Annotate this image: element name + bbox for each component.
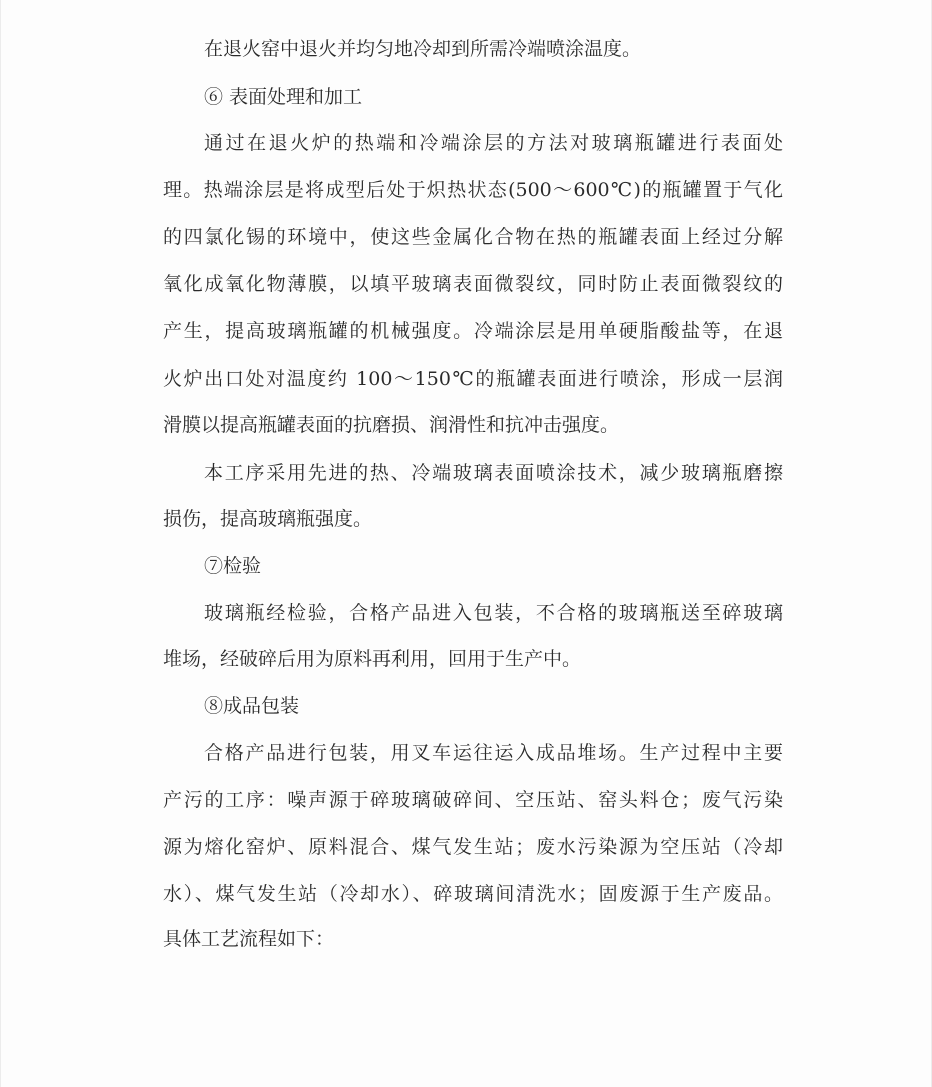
text-line: 产生，提高玻璃瓶罐的机械强度。冷端涂层是用单硬脂酸盐等，在退 [163, 320, 783, 342]
text-line: 玻璃瓶经检验，合格产品进入包装，不合格的玻璃瓶送至碎玻璃 [204, 602, 783, 624]
section-heading-packaging: ⑧成品包装 [204, 695, 300, 717]
text-line: 水）、煤气发生站（冷却水）、碎玻璃间清洗水；固废源于生产废品。 [163, 883, 783, 905]
text-line: 氧化成氧化物薄膜，以填平玻璃表面微裂纹，同时防止表面微裂纹的 [163, 273, 783, 295]
text-line: 产污的工序：噪声源于碎玻璃破碎间、空压站、窑头料仓；废气污染 [163, 789, 783, 811]
text-line: 滑膜以提高瓶罐表面的抗磨损、润滑性和抗冲击强度。 [163, 414, 620, 436]
text-line: 理。热端涂层是将成型后处于炽热状态(500～600℃)的瓶罐置于气化 [163, 179, 783, 201]
text-line: 具体工艺流程如下： [163, 928, 335, 950]
section-heading-surface-treatment: ⑥ 表面处理和加工 [204, 86, 363, 108]
text-line: 损伤，提高玻璃瓶强度。 [163, 508, 373, 530]
text-line: 堆场，经破碎后用为原料再利用，回用于生产中。 [163, 648, 582, 670]
text-line: 通过在退火炉的热端和冷端涂层的方法对玻璃瓶罐进行表面处 [204, 132, 783, 154]
text-line: 合格产品进行包装，用叉车运往运入成品堆场。生产过程中主要 [204, 742, 783, 764]
text-line: 本工序采用先进的热、冷端玻璃表面喷涂技术，减少玻璃瓶磨擦 [204, 462, 783, 484]
text-line: 的四氯化锡的环境中，使这些金属化合物在热的瓶罐表面上经过分解 [163, 226, 783, 248]
text-line: 在退火窑中退火并均匀地冷却到所需冷端喷涂温度。 [204, 38, 642, 60]
section-heading-inspection: ⑦检验 [204, 555, 262, 577]
text-line: 火炉出口处对温度约 100～150℃的瓶罐表面进行喷涂，形成一层润 [163, 368, 783, 390]
text-line: 源为熔化窑炉、原料混合、煤气发生站；废水污染源为空压站（冷却 [163, 836, 783, 858]
